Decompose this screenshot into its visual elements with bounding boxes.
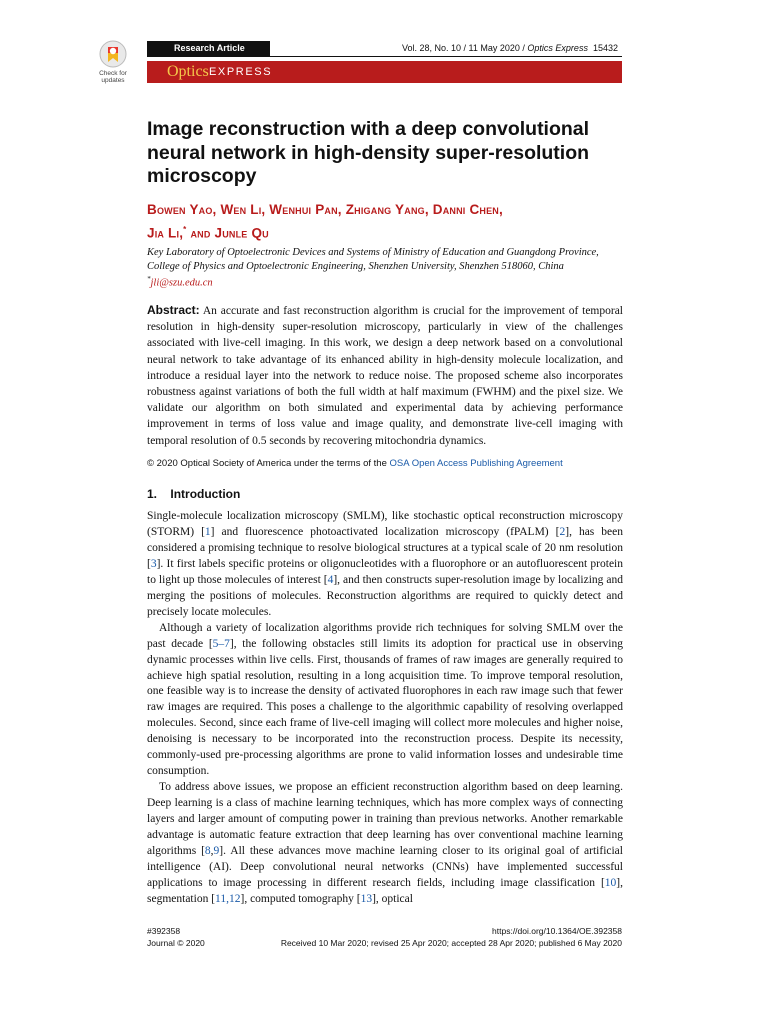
citation-link[interactable]: 10 <box>604 876 617 889</box>
paragraph-3: To address above issues, we propose an efficient reconstruction algorithm based on deep learning. Deep learning is a class of machine learning techniques, which has more complex ways of connecting layers and larger amount of computing power in training than previous networks. Another remarkable advantage is automatic feature extraction that deep learning has over conventional machine learning algorithms [8,9]. All these advances move machine learning closer to its original goal of artificial intelligence (AI). Deep convolutional neural networks (CNNs) have implemented successful applications to image processing in different research fields, including image classification [10], segmentation [11,12], computed tomography [13], optical <box>147 781 623 905</box>
citation-link[interactable]: 8 <box>204 845 211 858</box>
paragraph-1: Single-molecule localization microscopy (SMLM), like stochastic optical reconstruction microscopy (STORM) [1] and fluorescence photoactivated localization microscopy (fPALM) [2], has been considered a promising technique to resolve biological structures at a typical scale of 20 nm resolution [3]. It first labels specific proteins or oligonucleotides with a fluorophore or an autofluorescent protein to light up those molecules of interest [4], and then constructs super-resolution image by localizing and merging the positions of molecules. Reconstruction algorithms are required to quickly detect and precisely locate molecules. <box>147 510 623 618</box>
paragraph-2: Although a variety of localization algorithms provide rich techniques for solving SMLM over the past decade [5–7], the following obstacles still limits its adoption for practical use in observing dynamic processes within live cells. First, thousands of frames of raw images are generally required to achieve high spatial resolution, resulting in a long acquisition time. To improve temporal resolution, one feasible way is to increase the density of activated fluorophores in each raw image such that fewer raw images are required. This poses a challenge to the algorithmic capability of resolving overlapped molecules. Second, since each frame of live-cell imaging will collect more molecules and higher noise, denoising is necessary to be incorporated into the reconstruction process. Despite its necessity, commonly-used pre-processing algorithms are prone to valid information losses and undesirable time consumption. <box>147 621 623 778</box>
abstract <box>147 302 623 449</box>
abstract-label: Abstract: <box>147 303 200 317</box>
doi-link[interactable]: https://doi.org/10.1364/OE.392358 <box>492 926 622 936</box>
footer-left <box>147 925 205 949</box>
publication-dates: Received 10 Mar 2020; revised 25 Apr 2020; accepted 28 Apr 2020; published 6 May 2020 <box>280 938 622 948</box>
volume-info: Vol. 28, No. 10 / 11 May 2020 / Optics Express 15432 <box>402 43 618 53</box>
body-text <box>147 509 623 908</box>
copyright-notice: © 2020 Optical Society of America under the terms of the OSA Open Access Publishing Agreement <box>147 458 563 469</box>
citation-link[interactable]: 9 <box>213 845 220 858</box>
citation-link[interactable]: 13 <box>360 892 373 905</box>
section-heading: 1. Introduction <box>147 487 241 501</box>
journal-logo-main: EXPRESS <box>209 66 273 78</box>
check-for-updates-icon <box>99 40 127 68</box>
citation-link[interactable]: 11,12 <box>215 892 241 905</box>
journal-banner <box>147 61 622 83</box>
journal-copyright: Journal © 2020 <box>147 938 205 948</box>
email-link[interactable]: jli@szu.edu.cn <box>150 277 213 289</box>
badge-label: Check for updates <box>99 70 127 84</box>
affiliation: Key Laboratory of Optoelectronic Devices and Systems of Ministry of Education and Guangdong Province, College of Physics and Optoelectronic Engineering, Shenzhen University, Shenzhen 518060, China *jli@szu.edu.cn <box>147 247 599 289</box>
citation-link[interactable]: 3 <box>150 557 157 570</box>
header-rule <box>147 56 622 57</box>
open-access-agreement-link[interactable]: OSA Open Access Publishing Agreement <box>389 458 563 469</box>
citation-link[interactable]: 2 <box>559 525 566 538</box>
citation-link[interactable]: 1 <box>204 525 211 538</box>
manuscript-id: #392358 <box>147 926 181 936</box>
check-for-updates-badge[interactable] <box>90 40 136 90</box>
journal-logo-prefix: Optics <box>167 63 209 80</box>
paper-title: Image reconstruction with a deep convolutional neural network in high-density super-resolution microscopy <box>147 118 590 187</box>
author-list: Bowen Yao, Wen Li, Wenhui Pan, Zhigang Yang, Danni Chen, Jia Li,* and Junle Qu <box>147 202 503 240</box>
abstract-text: An accurate and fast reconstruction algorithm is crucial for the improvement of temporal resolution in high-density super-resolution microscopy, particularly in view of the challenges associated with live-cell imaging. In this work, we design a deep network based on a convolutional neural network to take advantage of its enhanced ability in high-density molecule localization, and introduce a residual layer into the network to reduce noise. The proposed scheme also incorporates robustness against variations of both the full width at half maximum (FWHM) and the pixel size. We validate our algorithm on both simulated and experimental data by achieving performance improvement in terms of loss value and image quality, and demonstrate live-cell imaging with temporal resolution of 0.5 seconds by recovering mitochondria dynamics. <box>147 305 623 447</box>
citation-link[interactable]: 5–7 <box>212 637 230 650</box>
article-type-label: Research Article <box>147 41 270 56</box>
citation-link[interactable]: 4 <box>327 573 334 586</box>
footer-right <box>260 925 622 949</box>
